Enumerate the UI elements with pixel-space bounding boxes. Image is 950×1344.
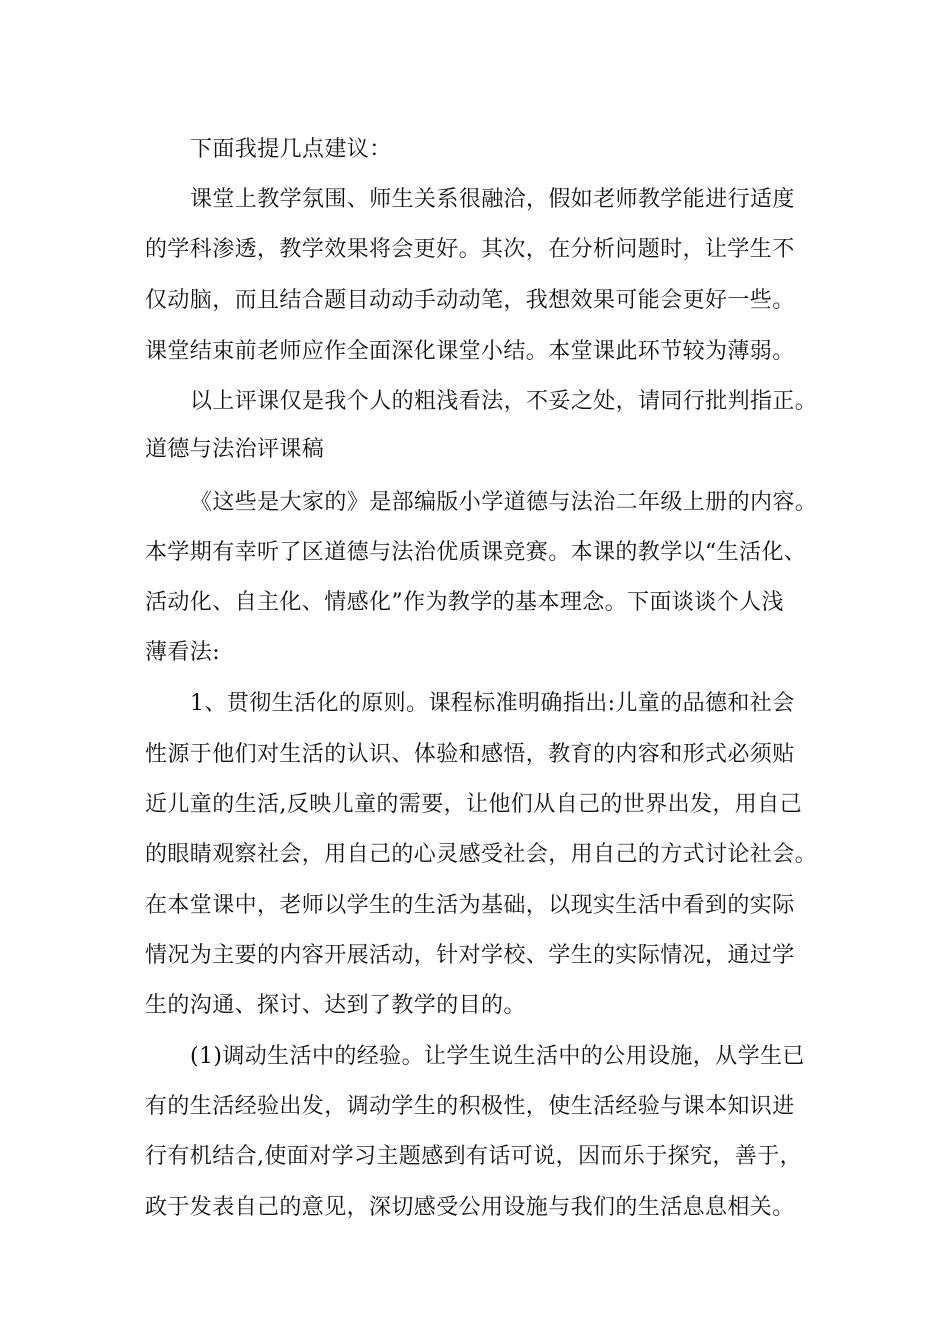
text-line: 有的生活经验出发，调动学生的积极性，使生活经验与课本知识进 xyxy=(145,1094,795,1119)
text-line: 活动化、自主化、情感化”作为教学的基本理念。下面谈谈个人浅 xyxy=(145,590,784,615)
text-line: 仅动脑，而且结合题目动动手动动笔，我想效果可能会更好一些。 xyxy=(145,288,795,313)
text-line: 行有机结合,使面对学习主题感到有话可说，因而乐于探究，善于， xyxy=(145,1144,802,1169)
text-line: 下面我提几点建议： xyxy=(190,137,392,162)
text-line: 课堂结束前老师应作全面深化课堂小结。本堂课此环节较为薄弱。 xyxy=(145,339,795,364)
text-line: 以上评课仅是我个人的粗浅看法，不妥之处，请同行批判指正。 xyxy=(190,389,818,414)
text-line: 1、贯彻生活化的原则。课程标准明确指出:儿童的品德和社会 xyxy=(190,691,795,716)
text-line: 薄看法: xyxy=(145,640,221,665)
text-line: 的眼睛观察社会，用自己的心灵感受社会，用自己的方式讨论社会。 xyxy=(145,842,818,867)
text-line: (1)调动生活中的经验。让学生说生活中的公用设施，从学生已 xyxy=(190,1044,805,1069)
section-heading: 道德与法治评课稿 xyxy=(145,437,325,462)
text-line: 政于发表自己的意见，深切感受公用设施与我们的生活息息相关。 xyxy=(145,1195,795,1220)
text-line: 本学期有幸听了区道德与法治优质课竞赛。本课的教学以“生活化、 xyxy=(145,540,807,565)
text-line: 课堂上教学氛围、师生关系很融洽，假如老师教学能进行适度 xyxy=(190,187,795,212)
text-line: 在本堂课中，老师以学生的生活为基础，以现实生活中看到的实际 xyxy=(145,893,795,918)
text-line: 情况为主要的内容开展活动，针对学校、学生的实际情况，通过学 xyxy=(145,943,795,968)
text-line: 近儿童的生活,反映儿童的需要，让他们从自己的世界出发，用自己 xyxy=(145,792,802,817)
text-line: 的学科渗透，教学效果将会更好。其次，在分析问题时，让学生不 xyxy=(145,237,795,262)
text-line: 生的沟通、探讨、达到了教学的目的。 xyxy=(145,993,526,1018)
text-line: 性源于他们对生活的认识、体验和感悟，教育的内容和形式必须贴 xyxy=(145,742,795,767)
text-line: 《这些是大家的》是部编版小学道德与法治二年级上册的内容。 xyxy=(190,490,818,515)
